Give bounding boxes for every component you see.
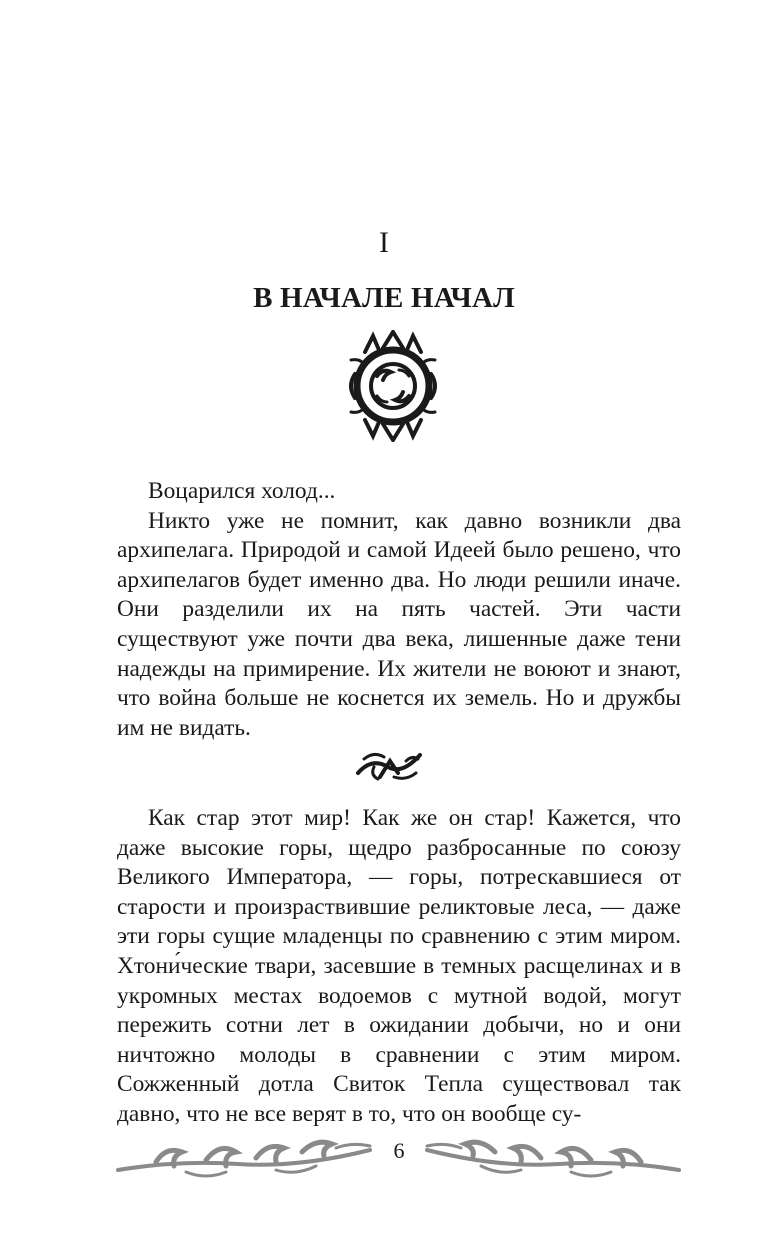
chapter-number: I (379, 226, 389, 259)
text-section-1 (117, 477, 681, 743)
tribal-ornament-icon (343, 330, 443, 442)
section-divider-icon (354, 747, 426, 783)
page-footer (0, 1128, 768, 1188)
paragraph: Никто уже не помнит, как давно возникли два архипелага. Природой и самой Идеей было решено, что архипелагов будет именно два. Но люди решили иначе. Они разделили их на пять частей. Эти части существуют уже почти два века, лишенные даже тени надежды на примирение. Их жители не воюют и знают, что война больше не коснется их земель. Но и дружбы им не видать. (117, 507, 681, 741)
paragraph: Как стар этот мир! Как же он стар! Кажется, что даже высокие горы, щедро разбросанные по союзу Великого Императора, — горы, потрескавшиеся от старости и произраствившие реликтовые леса, — даже эти горы сущие младенцы по сравнению с этим миром. Хтони́ческие твари, засевшие в темных расщелинах и в укромных местах водоемов с мутной водой, могут пережить сотни лет в ожидании добычи, но и они ничтожно молоды в сравнении с этим миром. Сожженный дотла Свиток Тепла существовал так давно, что не все верят в то, что он вообще су- (117, 805, 681, 1127)
paragraph: Воцарился холод... (148, 478, 336, 504)
text-section-2 (117, 804, 681, 1130)
footer-ornament-left-icon (116, 1132, 372, 1180)
chapter-title: В НАЧАЛЕ НАЧАЛ (253, 282, 515, 314)
footer-ornament-right-icon (425, 1132, 681, 1180)
page-number: 6 (393, 1138, 405, 1163)
